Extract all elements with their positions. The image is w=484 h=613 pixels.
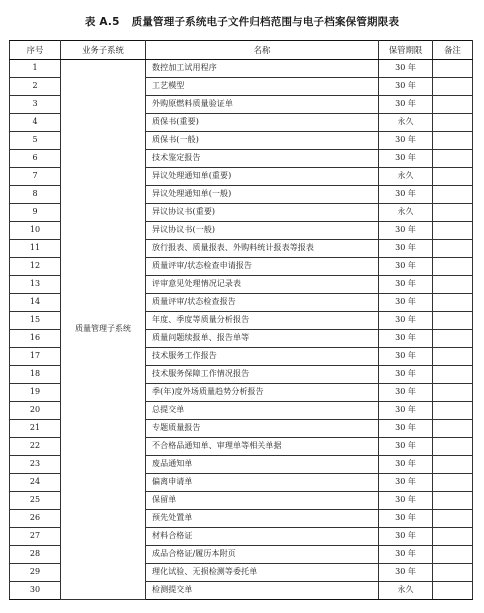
header-index: 序号: [10, 41, 61, 60]
row-note: [433, 167, 473, 185]
row-index: 23: [10, 455, 61, 473]
row-name: 数控加工试用程序: [146, 59, 379, 77]
row-term: 30 年: [379, 131, 433, 149]
row-index: 25: [10, 491, 61, 509]
row-term: 30 年: [379, 185, 433, 203]
row-index: 9: [10, 203, 61, 221]
row-index: 7: [10, 167, 61, 185]
row-term: 30 年: [379, 401, 433, 419]
row-index: 29: [10, 563, 61, 581]
row-index: 27: [10, 527, 61, 545]
row-note: [433, 257, 473, 275]
row-note: [433, 275, 473, 293]
row-note: [433, 347, 473, 365]
row-index: 15: [10, 311, 61, 329]
row-term: 30 年: [379, 437, 433, 455]
row-note: [433, 545, 473, 563]
row-note: [433, 491, 473, 509]
row-term: 30 年: [379, 563, 433, 581]
row-name: 检测提交单: [146, 581, 379, 599]
header-note: 备注: [433, 41, 473, 60]
row-index: 21: [10, 419, 61, 437]
row-name: 成品合格证/履历本附页: [146, 545, 379, 563]
row-term: 永久: [379, 203, 433, 221]
row-name: 外购原燃料质量验证单: [146, 95, 379, 113]
row-note: [433, 365, 473, 383]
row-note: [433, 203, 473, 221]
row-name: 质保书(重要): [146, 113, 379, 131]
row-index: 2: [10, 77, 61, 95]
table-header-row: [10, 41, 473, 60]
row-index: 10: [10, 221, 61, 239]
row-name: 质量评审/状态检查报告: [146, 293, 379, 311]
row-term: 30 年: [379, 293, 433, 311]
row-note: [433, 527, 473, 545]
row-term: 30 年: [379, 149, 433, 167]
row-index: 22: [10, 437, 61, 455]
row-name: 异议协议书(一般): [146, 221, 379, 239]
row-name: 工艺模型: [146, 77, 379, 95]
row-term: 30 年: [379, 239, 433, 257]
row-index: 3: [10, 95, 61, 113]
table-body: [10, 59, 473, 599]
row-name: 质量问题续报单、报告单等: [146, 329, 379, 347]
row-note: [433, 437, 473, 455]
row-name: 技术鉴定报告: [146, 149, 379, 167]
row-name: 材料合格证: [146, 527, 379, 545]
row-name: 不合格品通知单、审理单等相关单据: [146, 437, 379, 455]
row-name: 评审意见处理情况记录表: [146, 275, 379, 293]
row-name: 偏离申请单: [146, 473, 379, 491]
table-number: 表 A.5: [84, 16, 120, 28]
row-name: 异议处理通知单(一般): [146, 185, 379, 203]
row-name: 年度、季度等质量分析报告: [146, 311, 379, 329]
row-note: [433, 455, 473, 473]
row-index: 6: [10, 149, 61, 167]
row-term: 30 年: [379, 77, 433, 95]
row-note: [433, 311, 473, 329]
row-term: 30 年: [379, 509, 433, 527]
row-index: 26: [10, 509, 61, 527]
table-title: 质量管理子系统电子文件归档范围与电子档案保管期限表: [131, 16, 400, 28]
row-index: 12: [10, 257, 61, 275]
row-term: 30 年: [379, 59, 433, 77]
row-name: 总提交单: [146, 401, 379, 419]
row-note: [433, 581, 473, 599]
row-index: 28: [10, 545, 61, 563]
header-subsystem: 业务子系统: [61, 41, 146, 60]
row-note: [433, 509, 473, 527]
row-index: 20: [10, 401, 61, 419]
row-term: 30 年: [379, 347, 433, 365]
row-note: [433, 59, 473, 77]
row-index: 19: [10, 383, 61, 401]
row-name: 质保书(一般): [146, 131, 379, 149]
row-name: 质量评审/状态检查申请报告: [146, 257, 379, 275]
row-term: 永久: [379, 113, 433, 131]
row-name: 季(年)度外场质量趋势分析报告: [146, 383, 379, 401]
row-term: 30 年: [379, 275, 433, 293]
row-name: 预先处置单: [146, 509, 379, 527]
row-note: [433, 563, 473, 581]
row-name: 保留单: [146, 491, 379, 509]
row-term: 30 年: [379, 95, 433, 113]
row-note: [433, 131, 473, 149]
row-term: 30 年: [379, 257, 433, 275]
subsystem-cell: 质量管理子系统: [61, 59, 146, 599]
row-index: 18: [10, 365, 61, 383]
table-row: [10, 59, 473, 77]
row-term: 30 年: [379, 491, 433, 509]
row-index: 13: [10, 275, 61, 293]
row-name: 废品通知单: [146, 455, 379, 473]
row-term: 30 年: [379, 221, 433, 239]
row-note: [433, 149, 473, 167]
row-note: [433, 401, 473, 419]
row-note: [433, 329, 473, 347]
row-index: 17: [10, 347, 61, 365]
row-name: 专题质量报告: [146, 419, 379, 437]
row-note: [433, 419, 473, 437]
row-term: 30 年: [379, 383, 433, 401]
row-note: [433, 473, 473, 491]
row-term: 永久: [379, 581, 433, 599]
row-name: 放行报表、质量报表、外购料统计报表等报表: [146, 239, 379, 257]
row-name: 异议协议书(重要): [146, 203, 379, 221]
row-index: 4: [10, 113, 61, 131]
row-index: 30: [10, 581, 61, 599]
row-note: [433, 113, 473, 131]
row-index: 16: [10, 329, 61, 347]
row-term: 30 年: [379, 419, 433, 437]
row-term: 30 年: [379, 527, 433, 545]
row-name: 异议处理通知单(重要): [146, 167, 379, 185]
row-name: 技术服务保障工作情况报告: [146, 365, 379, 383]
row-note: [433, 221, 473, 239]
row-index: 8: [10, 185, 61, 203]
header-name: 名称: [146, 41, 379, 60]
row-term: 30 年: [379, 455, 433, 473]
row-name: 技术服务工作报告: [146, 347, 379, 365]
table-caption: [0, 14, 484, 29]
row-index: 14: [10, 293, 61, 311]
row-note: [433, 293, 473, 311]
row-term: 30 年: [379, 365, 433, 383]
row-index: 1: [10, 59, 61, 77]
row-index: 11: [10, 239, 61, 257]
row-term: 30 年: [379, 473, 433, 491]
row-term: 30 年: [379, 311, 433, 329]
row-note: [433, 95, 473, 113]
row-note: [433, 383, 473, 401]
retention-table: [9, 40, 473, 600]
row-term: 30 年: [379, 545, 433, 563]
row-note: [433, 77, 473, 95]
row-index: 24: [10, 473, 61, 491]
row-index: 5: [10, 131, 61, 149]
row-term: 30 年: [379, 329, 433, 347]
row-name: 理化试验、无损检测等委托单: [146, 563, 379, 581]
row-note: [433, 239, 473, 257]
row-term: 永久: [379, 167, 433, 185]
header-term: 保管期限: [379, 41, 433, 60]
row-note: [433, 185, 473, 203]
